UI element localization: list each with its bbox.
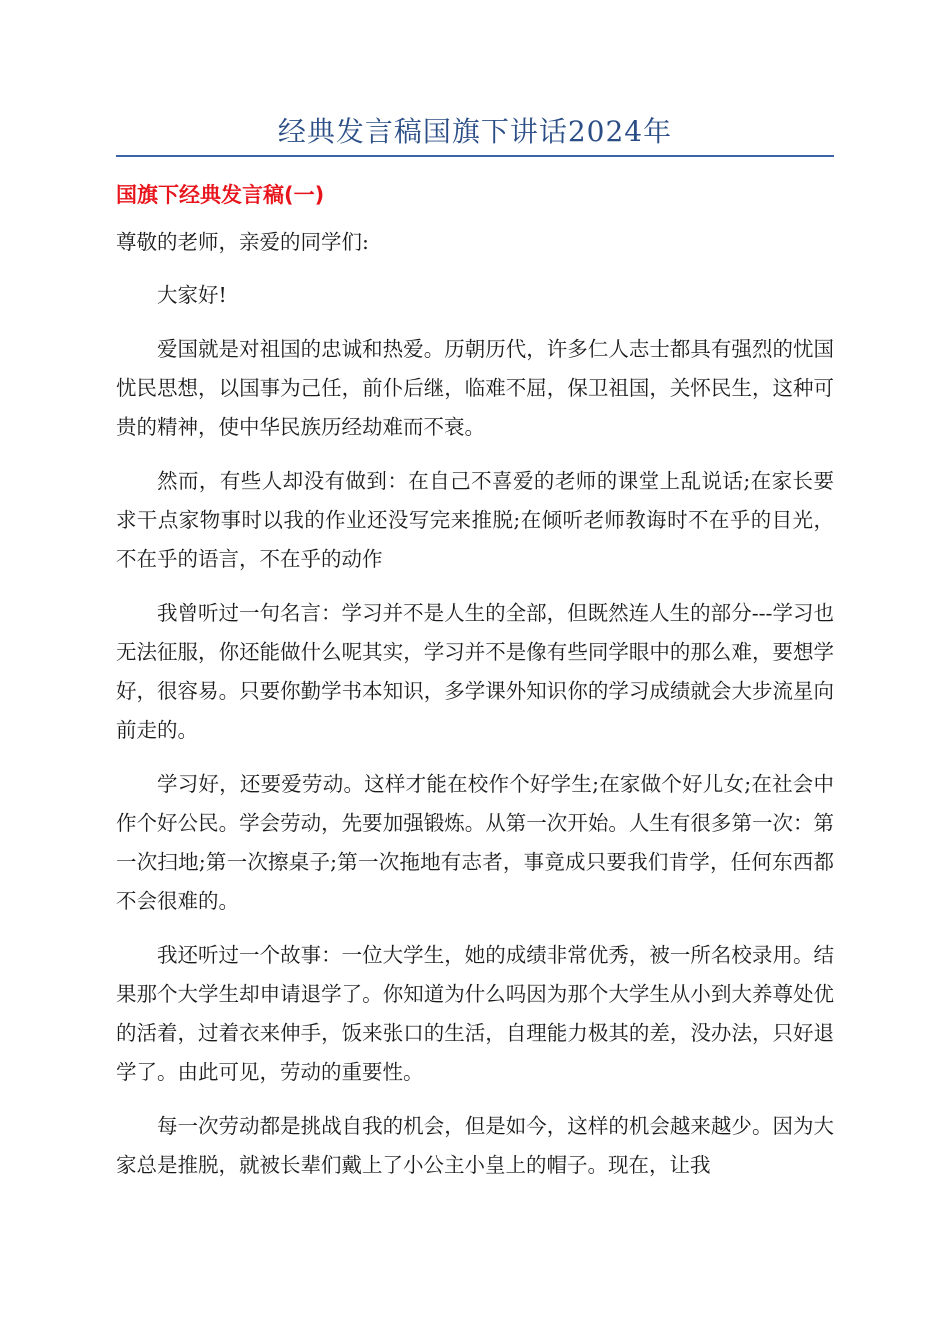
paragraph-greeting: 大家好! xyxy=(157,283,227,307)
section-heading: 国旗下经典发言稿(一) xyxy=(116,183,325,207)
paragraph: 爱国就是对祖国的忠诚和热爱。历朝历代，许多仁人志士都具有强烈的忧国忧民思想，以国事为己任，前仆后继，临难不屈，保卫祖国，关怀民生，这种可贵的精神，使中华民族历经劫难而不衰。 xyxy=(116,337,834,439)
paragraph: 我曾听过一句名言：学习并不是人生的全部，但既然连人生的部分---学习也无法征服，你还能做什么呢其实，学习并不是像有些同学眼中的那么难，要想学好，很容易。只要你勤学书本知识，多学课外知识你的学习成绩就会大步流星向前走的。 xyxy=(116,601,834,742)
paragraph: 我还听过一个故事：一位大学生，她的成绩非常优秀，被一所名校录用。结果那个大学生却申请退学了。你知道为什么吗因为那个大学生从小到大养尊处优的活着，过着衣来伸手，饭来张口的生活，自理能力极其的差，没办法，只好退学了。由此可见，劳动的重要性。 xyxy=(116,943,834,1084)
salutation: 尊敬的老师，亲爱的同学们: xyxy=(116,230,369,254)
paragraph: 然而，有些人却没有做到：在自己不喜爱的老师的课堂上乱说话;在家长要求干点家物事时以我的作业还没写完来推脱;在倾听老师教诲时不在乎的目光，不在乎的语言，不在乎的动作 xyxy=(116,469,834,571)
document-title: 经典发言稿国旗下讲话2024年 xyxy=(277,115,673,148)
paragraph: 每一次劳动都是挑战自我的机会，但是如今，这样的机会越来越少。因为大家总是推脱，就被长辈们戴上了小公主小皇上的帽子。现在，让我 xyxy=(116,1114,834,1177)
title-underline xyxy=(116,155,834,157)
document-body xyxy=(116,223,834,1200)
paragraph: 学习好，还要爱劳动。这样才能在校作个好学生;在家做个好儿女;在社会中作个好公民。学会劳动，先要加强锻炼。从第一次开始。人生有很多第一次：第一次扫地;第一次擦桌子;第一次拖地有志者，事竟成只要我们肯学，任何东西都不会很难的。 xyxy=(116,772,834,913)
